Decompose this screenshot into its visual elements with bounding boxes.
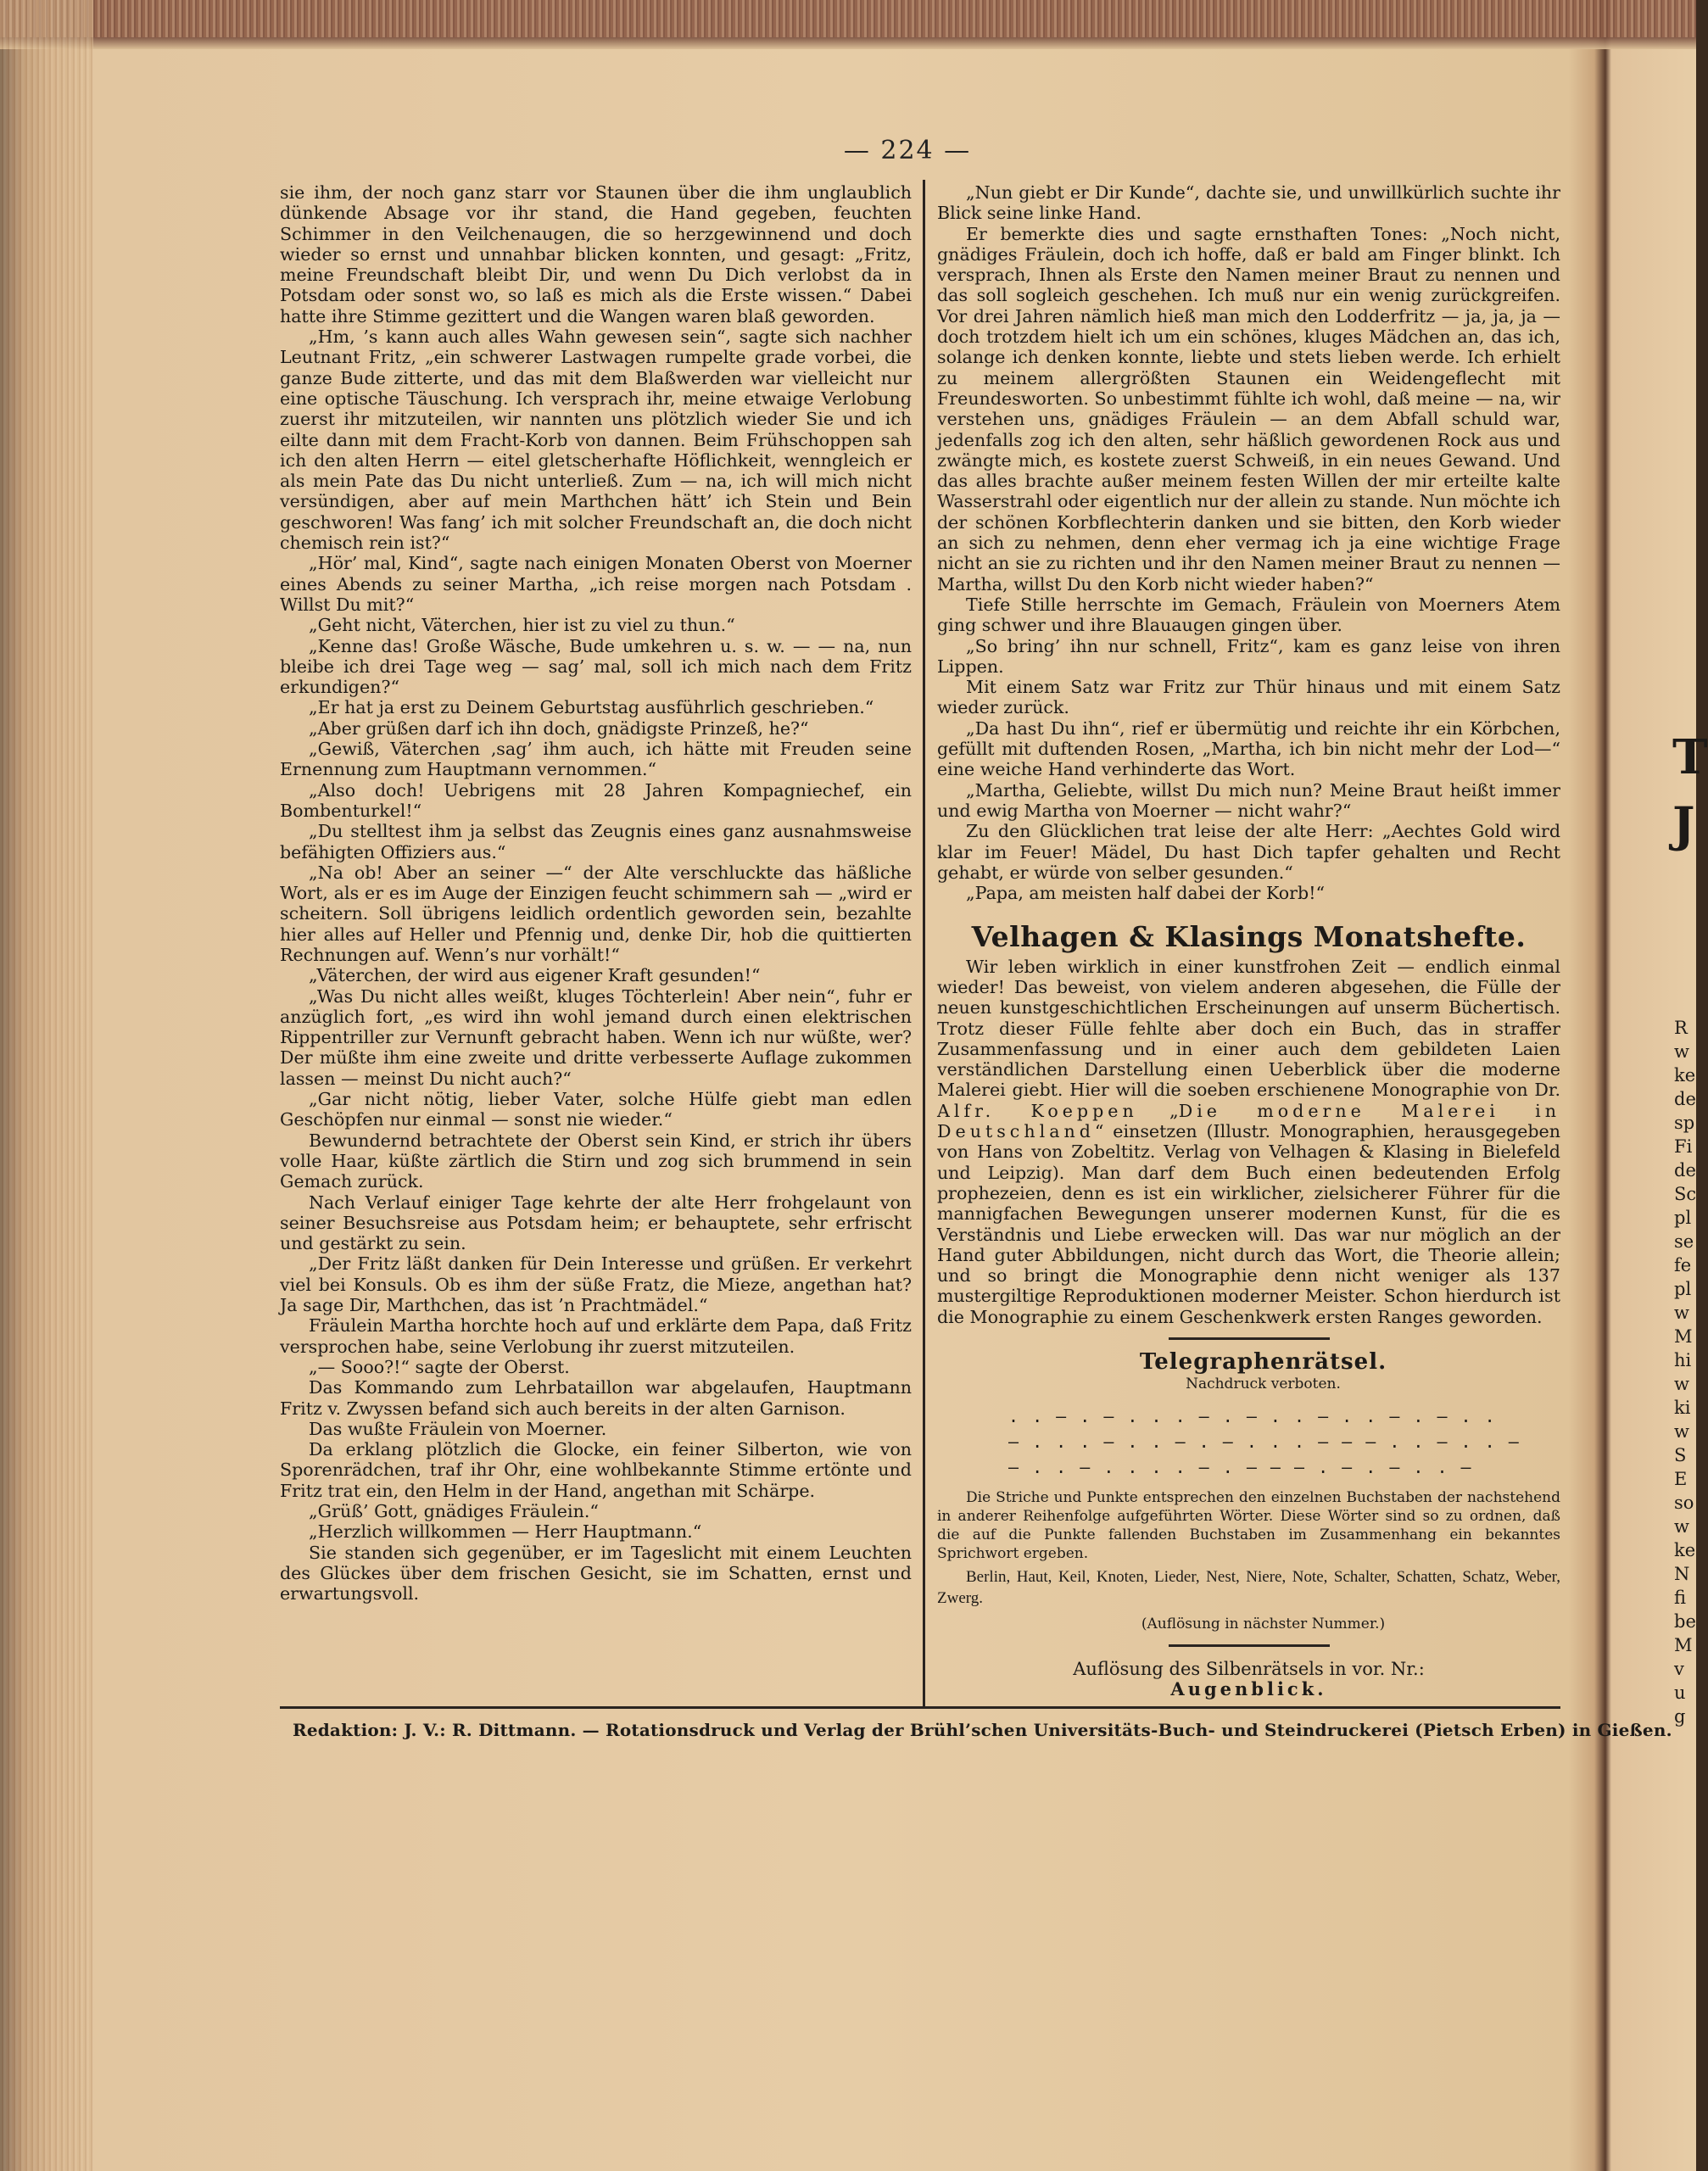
story-paragraph: „Hör’ mal, Kind“, sagte nach einigen Monaten Oberst von Moerner eines Abends zu seiner Martha, „ich reise morgen nach Potsdam . Willst Du mit?“ bbox=[280, 553, 912, 615]
column-divider bbox=[923, 180, 925, 1706]
section-title: Velhagen & Klasings Monatshefte. bbox=[971, 920, 1527, 954]
puzzle-solution-note: (Auflösung in nächster Nummer.) bbox=[1141, 1615, 1386, 1632]
puzzle-instructions: Die Striche und Punkte entsprechen den einzelnen Buchstaben der nachstehend in anderer Reihenfolge aufgeführten Wörter. Diese Wörter sind so zu ordnen, daß die auf die Punkte fallenden Buchstaben im Zusammenhang ein bekanntes Sprichwort ergeben. bbox=[937, 1488, 1560, 1562]
next-page-line: pl bbox=[1674, 1279, 1692, 1299]
puzzle-title: Telegraphenrätsel. bbox=[1139, 1349, 1387, 1376]
story-paragraph: „Du stelltest ihm ja selbst das Zeugnis eines ganz ausnahmsweise befähigten Offiziers aus.“ bbox=[280, 821, 912, 862]
next-page-line: w bbox=[1674, 1421, 1689, 1442]
next-page-line: Sc bbox=[1674, 1184, 1697, 1204]
story-paragraph: „Väterchen, der wird aus eigener Kraft gesunden!“ bbox=[309, 965, 761, 986]
solution-word: Augenblick. bbox=[1170, 1678, 1327, 1700]
next-page-line: R bbox=[1674, 1018, 1688, 1038]
next-page-line: N bbox=[1674, 1564, 1690, 1584]
story-paragraph: Fräulein Martha horchte hoch auf und erklärte dem Papa, daß Fritz versprochen habe, seine Verlobung ihr zuerst mitzuteilen. bbox=[280, 1315, 912, 1357]
story-paragraph: „Kenne das! Große Wäsche, Bude umkehren u. s. w. — — na, nun bleibe ich drei Tage weg — sag’ mal, soll ich mich nach dem Fritz erkundigen?“ bbox=[280, 635, 912, 698]
solution-label: Auflösung des Silbenrätsels in vor. Nr.: bbox=[1073, 1658, 1425, 1679]
imprint-footer: Redaktion: J. V.: R. Dittmann. — Rotationsdruck und Verlag der Brühl’schen Universitäts-Buch- und Steindruckerei (Pietsch Erben) in Gießen. bbox=[293, 1720, 1672, 1740]
story-paragraph: Mit einem Satz war Fritz zur Thür hinaus und mit einem Satz wieder zurück. bbox=[937, 677, 1560, 718]
story-paragraph: „Grüß’ Gott, gnädiges Fräulein.“ bbox=[309, 1501, 599, 1521]
story-paragraph: Das wußte Fräulein von Moerner. bbox=[309, 1418, 607, 1439]
next-page-line: ke bbox=[1674, 1540, 1696, 1560]
story-paragraph: „Papa, am meisten half dabei der Korb!“ bbox=[966, 883, 1326, 904]
next-page-line: fe bbox=[1674, 1255, 1692, 1275]
story-paragraph: Sie standen sich gegenüber, er im Tageslicht mit einem Leuchten des Glückes über dem frischen Gesicht, sie im Schatten, ernst und erwartungsvoll. bbox=[280, 1542, 912, 1605]
next-page-line: de bbox=[1674, 1089, 1696, 1109]
right-column bbox=[937, 182, 1560, 1700]
left-column bbox=[280, 182, 912, 1604]
story-continuation bbox=[937, 182, 1560, 903]
review-author: Alfr. Koeppen bbox=[937, 1100, 1138, 1121]
story-paragraph: „Der Fritz läßt danken für Dein Interesse und grüßen. Er verkehrt viel bei Konsuls. Ob es ihm der süße Fratz, die Mieze, angethan hat? Ja sage Dir, Marthchen, das ist ’n Prachtmädel.“ bbox=[280, 1253, 912, 1316]
next-page-line: E bbox=[1674, 1469, 1688, 1489]
story-paragraph: „Er hat ja erst zu Deinem Geburtstag ausführlich geschrieben.“ bbox=[309, 697, 874, 718]
review-paragraph bbox=[937, 957, 1560, 1327]
story-paragraph: „Geht nicht, Väterchen, hier ist zu viel zu thun.“ bbox=[309, 615, 735, 636]
puzzle-word-list: Berlin, Haut, Keil, Knoten, Lieder, Nest, Niere, Note, Schalter, Schatten, Schatz, Weber, Zwerg. bbox=[937, 1567, 1560, 1607]
story-paragraph: Das Kommando zum Lehrbataillon war abgelaufen, Hauptmann Fritz v. Zwyssen befand sich auch bereits in der alten Garnison. bbox=[280, 1377, 912, 1419]
puzzle-rule-bottom bbox=[1169, 1644, 1330, 1647]
next-page-line: v bbox=[1674, 1659, 1684, 1679]
next-page-letter: T bbox=[1672, 729, 1708, 785]
story-paragraph: Bewundernd betrachtete der Oberst sein Kind, er strich ihr übers volle Haar, küßte zärtlich die Stirn und zog sich brummend in sein Gemach zurück. bbox=[280, 1130, 912, 1192]
next-page-line: S bbox=[1674, 1445, 1687, 1465]
next-page-line: g bbox=[1674, 1706, 1686, 1727]
next-page-line: Fi bbox=[1674, 1136, 1693, 1157]
next-page-line: so bbox=[1674, 1493, 1694, 1513]
puzzle-code-block bbox=[937, 1404, 1560, 1480]
story-paragraph: „— Sooo?!“ sagte der Oberst. bbox=[309, 1356, 570, 1377]
footer-rule bbox=[280, 1706, 1560, 1709]
next-page-line: w bbox=[1674, 1303, 1689, 1323]
next-page-letter: J bbox=[1672, 797, 1695, 853]
story-paragraph: „Martha, Geliebte, willst Du mich nun? Meine Braut heißt immer und ewig Martha von Moerner — nicht wahr?“ bbox=[937, 779, 1560, 821]
review-text-mid: „ bbox=[1137, 1100, 1179, 1121]
book-top-edge bbox=[0, 0, 1696, 49]
next-page-line: ke bbox=[1674, 1065, 1696, 1086]
next-page-line: w bbox=[1674, 1516, 1689, 1537]
puzzle-code-line: — . . — . . . . — . — — — . — . — . . — bbox=[1008, 1456, 1473, 1477]
next-page-line: M bbox=[1674, 1635, 1693, 1655]
story-paragraph: „Hm, ’s kann auch alles Wahn gewesen sein“, sagte sich nachher Leutnant Fritz, „ein schwerer Lastwagen rumpelte grade vorbei, die ganze Bude zitterte, und das mit dem Blaßwerden war vielleicht nur eine optische Täuschung. Ich versprach ihr, meine etwaige Verlobung zuerst ihr mitzuteilen, wir nannten uns plötzlich wieder Sie und ich eilte dann mit dem Fracht-Korb von dannen. Beim Frühschoppen sah ich den alten Herrn — eitel gletscherhafte Höflichkeit, wenngleich er als mein Pate das Du nicht unterließ. Zum — na, ich will mich nicht versündigen, aber auf mein Marthchen hätt’ ich Stein und Bein geschworen! Was fang’ ich mit solcher Freundschaft an, die doch nicht chemisch rein ist?“ bbox=[280, 326, 912, 554]
story-paragraph: sie ihm, der noch ganz starr vor Staunen über die ihm unglaublich dünkende Absage vor ihr stand, die Hand gegeben, feuchten Schimmer in den Veilchenaugen, die so herzgewinnend und doch wieder so ernst und unnahbar blicken konnten, und gesagt: „Fritz, meine Freundschaft bleibt Dir, und wenn Du Dich verlobst da in Potsdam oder sonst wo, so laß es mich als die Erste wissen.“ Dabei hatte ihre Stimme gezittert und die Wangen waren blaß geworden. bbox=[280, 182, 912, 326]
puzzle-code-line: — . . . — . . — . — . . . — — — . . — . . — bbox=[1008, 1431, 1521, 1452]
story-paragraph: „Gewiß, Väterchen ‚sag’ ihm auch, ich hätte mit Freuden seine Ernennung zum Hauptmann vernommen.“ bbox=[280, 739, 912, 780]
next-page-line: ki bbox=[1674, 1398, 1691, 1418]
story-paragraph: „Gar nicht nötig, lieber Vater, solche Hülfe giebt man edlen Geschöpfen nur einmal — sonst nie wieder.“ bbox=[280, 1089, 912, 1130]
next-page-line: se bbox=[1674, 1231, 1694, 1252]
story-paragraph: Nach Verlauf einiger Tage kehrte der alte Herr frohgelaunt von seiner Besuchsreise aus Potsdam heim; er behauptete, sehr erfrischt und gestärkt zu sein. bbox=[280, 1192, 912, 1254]
page-number: — 224 — bbox=[843, 136, 972, 165]
story-paragraph: Zu den Glücklichen trat leise der alte Herr: „Aechtes Gold wird klar im Feuer! Mädel, Du hast Dich tapfer gehalten und Recht gehabt, er würde von selber gesunden.“ bbox=[937, 821, 1560, 883]
story-paragraph: Tiefe Stille herrschte im Gemach, Fräulein von Moerners Atem ging schwer und ihre Blauaugen gingen über. bbox=[937, 594, 1560, 636]
next-page-line: fi bbox=[1674, 1588, 1687, 1608]
review-text-after: “ einsetzen (Illustr. Monographien, herausgegeben von Hans von Zobeltitz. Verlag von Velhagen & Klasing in Bielefeld und Leipzig). Man darf dem Buch einen bedeutenden Erfolg prophezeien, denn es ist ein wirklicher, zielsicherer Führer für die mannigfachen Bewegungen unserer modernen Kunst, für die es Verständnis und Liebe erwecken will. Das war nur möglich an der Hand guter Abbildungen, nicht durch das Wort, die Theorie allein; und so bringt die Monographie denn nicht weniger als 137 mustergiltige Reproduktionen moderner Meister. Schon hierdurch ist die Monographie zu einem Geschenkwerk ersten Ranges geworden. bbox=[937, 1121, 1560, 1327]
puzzle-code-line: . . — . — . . . — . — . . — . . — . — . . bbox=[1008, 1405, 1497, 1426]
next-page-line: be bbox=[1674, 1611, 1696, 1632]
story-paragraph: „Herzlich willkommen — Herr Hauptmann.“ bbox=[309, 1521, 702, 1543]
story-paragraph: „Was Du nicht alles weißt, kluges Töchterlein! Aber nein“, fuhr er anzüglich fort, „es wird ihn wohl jemand durch einen elektrischen Rippentriller zur Vernunft gebracht haben. Wenn ich nur wüßte, wer? Der müßte ihm eine zweite und dritte verbesserte Auflage zukommen lassen — meinst Du nicht auch?“ bbox=[280, 985, 912, 1089]
next-page-fragment bbox=[1611, 0, 1708, 2171]
story-paragraph: Er bemerkte dies und sagte ernsthaften Tones: „Noch nicht, gnädiges Fräulein, doch ich hoffe, daß er bald am Finger blinkt. Ich versprach, Ihnen als Erste den Namen meiner Braut zu nennen und das soll sogleich geschehen. Ich muß nur ein wenig zurückgreifen. Vor drei Jahren nämlich hieß man mich den Lodderfritz — ja, ja, ja — doch trotzdem hielt ich um ein schönes, kluges Mädchen an, das ich, solange ich denken konnte, liebte und stets lieben werde. Ich erhielt zu meinem allergrößten Staunen ein Weidengeflecht mit Freundesworten. So unbestimmt fühlte ich wohl, daß meine — na, wir verstehen uns, gnädiges Fräulein — an dem Abfall schuld war, jedenfalls zog ich den alten, sehr häßlich gewordenen Rock aus und zwängte mich, es kostete zuerst Schweiß, in ein neues Gewand. Und das alles brachte außer meinem festen Willen der mir erteilte kalte Wasserstrahl oder eigentlich nur der allein zu stande. Nun möchte ich der schönen Korbflechterin danken und sie bitten, den Korb wieder an sich zu nehmen, denn eher vermag ich ja eine wichtige Frage nicht an sie zu richten und ihr den Namen meiner Braut zu nennen — Martha, willst Du den Korb nicht wieder haben?“ bbox=[937, 223, 1560, 594]
puzzle-subtitle: Nachdruck verboten. bbox=[1186, 1376, 1341, 1393]
book-page-edges bbox=[0, 0, 93, 2171]
story-paragraph: Da erklang plötzlich die Glocke, ein feiner Silberton, wie von Sporenrädchen, traf ihr Ohr, eine wohlbekannte Stimme ertönte und Fritz trat ein, den Helm in der Hand, angethan mit Schärpe. bbox=[280, 1439, 912, 1501]
next-page-line: w bbox=[1674, 1374, 1689, 1394]
story-paragraph: „Da hast Du ihn“, rief er übermütig und reichte ihr ein Körbchen, gefüllt mit duftenden Rosen, „Martha, ich bin nicht mehr der Lod—“ eine weiche Hand verhinderte das Wort. bbox=[937, 717, 1560, 780]
review-book-title: Die moderne Malerei in Deutschland bbox=[937, 1100, 1561, 1142]
next-page-line: M bbox=[1674, 1326, 1693, 1347]
story-paragraph: „Also doch! Uebrigens mit 28 Jahren Kompagniechef, ein Bombenturkel!“ bbox=[280, 779, 912, 821]
next-page-line: w bbox=[1674, 1041, 1689, 1062]
story-paragraph: „Aber grüßen darf ich ihn doch, gnädigste Prinzeß, he?“ bbox=[309, 717, 809, 739]
next-page-line: sp bbox=[1674, 1113, 1695, 1133]
next-page-line: u bbox=[1674, 1683, 1686, 1703]
story-paragraph: „Nun giebt er Dir Kunde“, dachte sie, und unwillkürlich suchte ihr Blick seine linke Hand. bbox=[937, 182, 1560, 224]
next-page-line: de bbox=[1674, 1160, 1696, 1180]
next-page-line: hi bbox=[1674, 1350, 1692, 1370]
next-page-line: pl bbox=[1674, 1208, 1692, 1228]
puzzle-rule-top bbox=[1169, 1337, 1330, 1340]
story-paragraph: „Na ob! Aber an seiner —“ der Alte verschluckte das häßliche Wort, als er es im Auge der Einzigen feucht schimmern sah — „wird er scheitern. Soll übrigens leidlich ordentlich geworden sein, bezahlte hier alles auf Heller und Pfennig und, denke Dir, hob die quittierten Rechnungen auf. Wenn’s nur vorhält!“ bbox=[280, 862, 912, 965]
story-paragraph: „So bring’ ihn nur schnell, Fritz“, kam es ganz leise von ihren Lippen. bbox=[937, 635, 1560, 677]
review-text-before: Wir leben wirklich in einer kunstfrohen Zeit — endlich einmal wieder! Das beweist, von vielem anderen abgesehen, die Fülle der neuen kunstgeschichtlichen Erscheinungen auf unserm Büchertisch. Trotz dieser Fülle fehlte aber doch ein Buch, das in straffer Zusammenfassung und in einer auch dem gebildeten Laien verständlichen Darstellung einen Ueberblick über die moderne Malerei giebt. Hier will die soeben erschienene Monographie von Dr. bbox=[937, 956, 1560, 1101]
